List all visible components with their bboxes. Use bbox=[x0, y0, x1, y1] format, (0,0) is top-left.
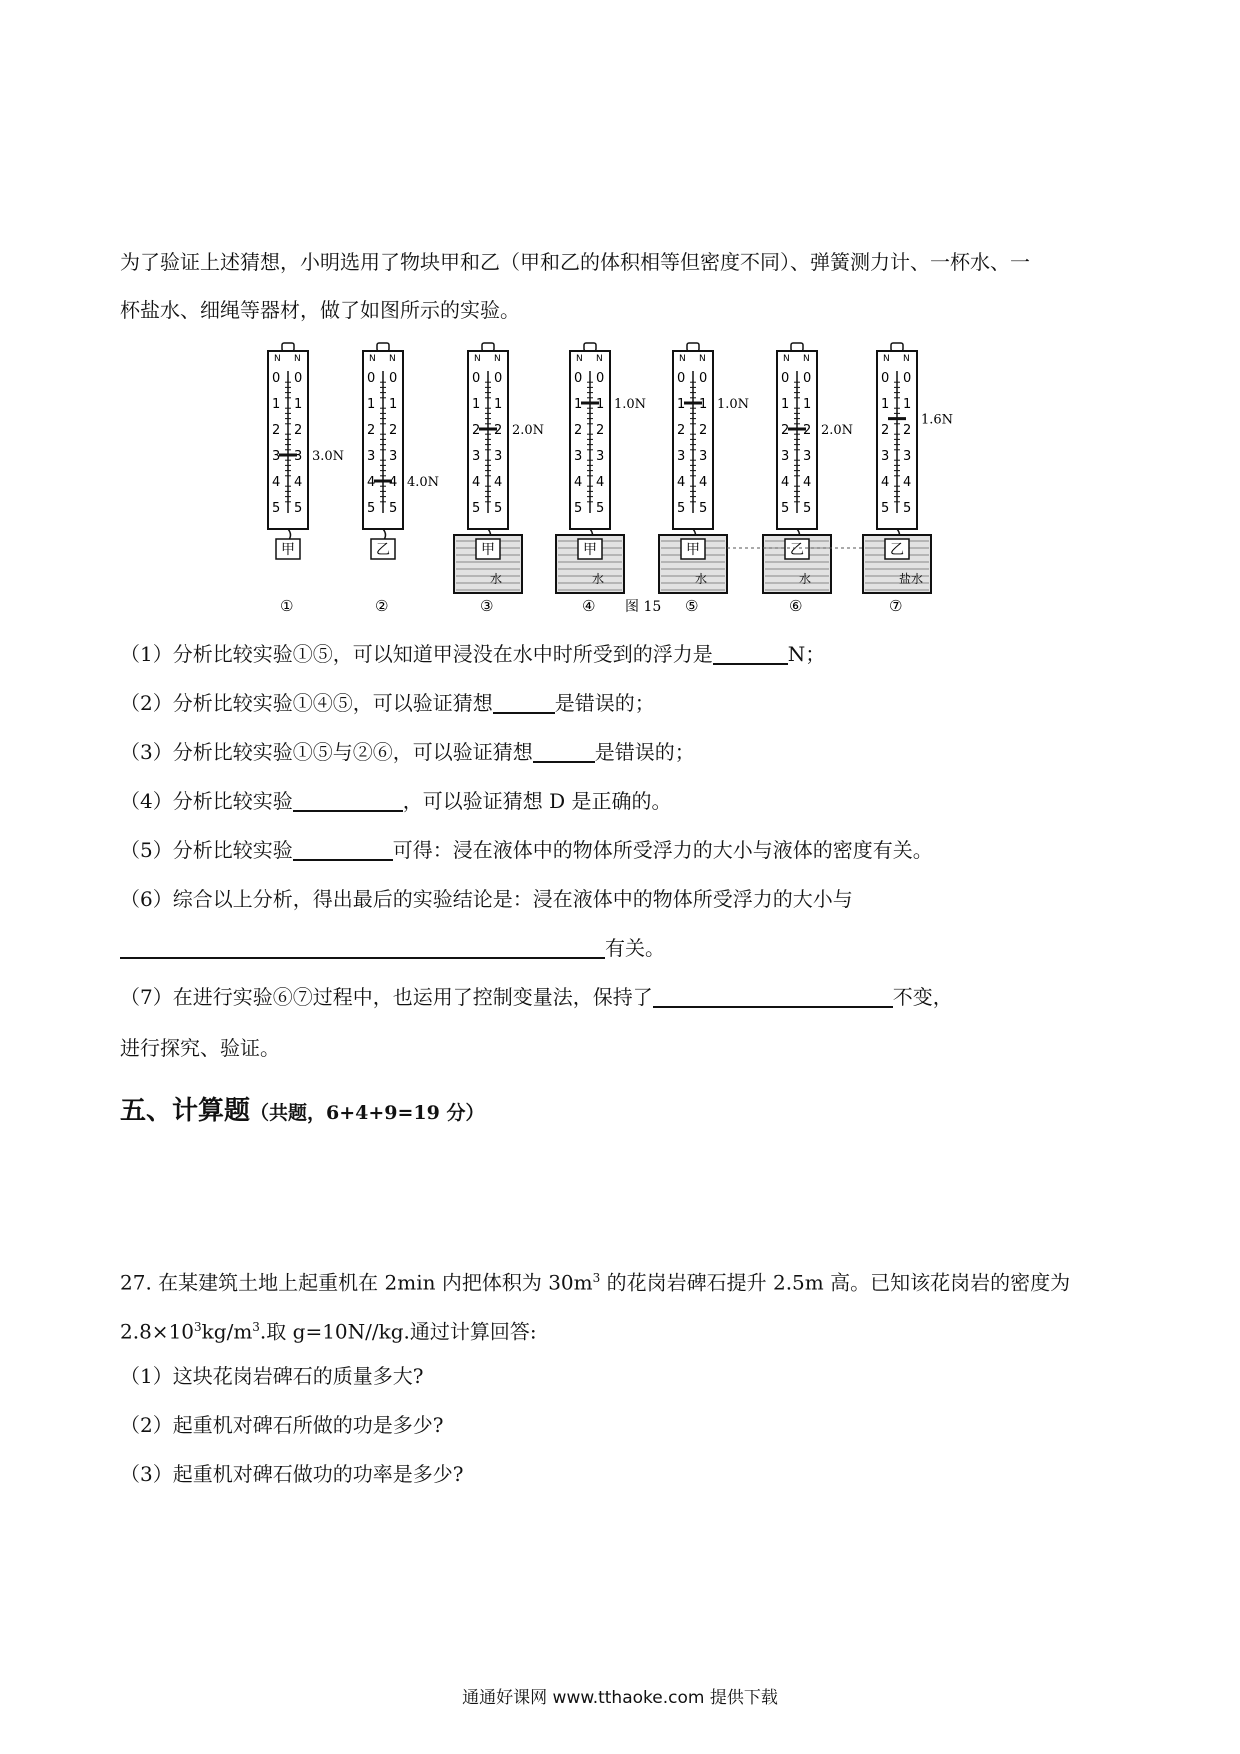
question-1-text: （1）分析比较实验①⑤，可以知道甲浸没在水中时所受到的浮力是 bbox=[120, 642, 713, 666]
liquid-label: 盐水 bbox=[899, 572, 924, 586]
tick-label-left: 2 bbox=[677, 423, 686, 438]
tick-label-left: 3 bbox=[472, 449, 481, 464]
question-4-text: （4）分析比较实验 bbox=[120, 789, 293, 813]
tick-label-left: 3 bbox=[574, 449, 583, 464]
tick-label-left: 5 bbox=[574, 501, 583, 516]
hook-ring bbox=[482, 343, 494, 351]
answer-blank-5[interactable] bbox=[293, 839, 393, 861]
tick-label-right: 3 bbox=[803, 449, 812, 464]
tick-label-left: 1 bbox=[574, 397, 583, 412]
question-6-answer-line bbox=[120, 934, 665, 962]
scale-unit-label: N bbox=[389, 354, 396, 364]
tick-label-left: 0 bbox=[472, 371, 481, 386]
tick-label-left: 3 bbox=[677, 449, 686, 464]
scale-unit-label: N bbox=[903, 354, 910, 364]
setup-number: ② bbox=[375, 597, 389, 615]
tick-label-left: 5 bbox=[881, 501, 890, 516]
page-footer: 通通好课网 www.tthaoke.com 提供下载 bbox=[462, 1688, 778, 1708]
density-unit: kg/m bbox=[201, 1319, 253, 1344]
tick-label-left: 3 bbox=[781, 449, 790, 464]
question-5-text: （5）分析比较实验 bbox=[120, 838, 293, 862]
question-2-tail: 是错误的； bbox=[554, 691, 655, 715]
tick-label-left: 2 bbox=[574, 423, 583, 438]
problem-27-text-a: 27. 在某建筑土地上起重机在 2min 内把体积为 30m bbox=[120, 1270, 593, 1295]
tick-label-right: 0 bbox=[699, 371, 708, 386]
tick-label-right: 5 bbox=[294, 501, 303, 516]
figure-caption: 图 15 bbox=[625, 599, 662, 615]
hook-ring bbox=[891, 343, 903, 351]
tick-label-left: 1 bbox=[677, 397, 686, 412]
problem-27-part-3: （3）起重机对碑石做功的功率是多少? bbox=[120, 1462, 464, 1486]
problem-27-line-2 bbox=[120, 1313, 537, 1346]
tick-label-right: 1 bbox=[803, 397, 812, 412]
tick-label-left: 4 bbox=[574, 475, 583, 490]
reading-label: 2.0N bbox=[512, 423, 545, 438]
reading-label: 1.0N bbox=[614, 397, 647, 412]
tick-label-right: 2 bbox=[903, 423, 912, 438]
tick-label-right: 2 bbox=[389, 423, 398, 438]
question-7-text: （7）在进行实验⑥⑦过程中，也运用了控制变量法，保持了 bbox=[120, 985, 653, 1009]
tick-label-left: 4 bbox=[272, 475, 281, 490]
question-3-text: （3）分析比较实验①⑤与②⑥，可以验证猜想 bbox=[120, 740, 533, 764]
tick-label-right: 4 bbox=[803, 475, 812, 490]
tick-label-left: 4 bbox=[881, 475, 890, 490]
superscript: 3 bbox=[592, 1271, 601, 1285]
tick-label-left: 2 bbox=[881, 423, 890, 438]
tick-label-left: 3 bbox=[272, 449, 281, 464]
scale-unit-label: N bbox=[274, 354, 281, 364]
problem-27-text-b: 的花岗岩碑石提升 2.5m 高。已知该花岗岩的密度为 bbox=[600, 1270, 1071, 1295]
question-1-unit: N； bbox=[787, 642, 826, 666]
tick-label-right: 4 bbox=[699, 475, 708, 490]
question-7-continued: 进行探究、验证。 bbox=[120, 1036, 280, 1060]
tick-label-left: 1 bbox=[472, 397, 481, 412]
spring-scale-figure bbox=[260, 335, 980, 625]
block-label: 甲 bbox=[281, 542, 295, 558]
tick-label-right: 4 bbox=[596, 475, 605, 490]
intro-line-1: 为了验证上述猜想，小明选用了物块甲和乙（甲和乙的体积相等但密度不同）、弹簧测力计、一杯水、一 bbox=[120, 250, 1030, 274]
answer-blank-2[interactable] bbox=[493, 692, 555, 714]
tick-label-left: 2 bbox=[781, 423, 790, 438]
tick-label-right: 0 bbox=[494, 371, 503, 386]
liquid-label: 水 bbox=[695, 572, 708, 586]
section-heading bbox=[120, 1090, 485, 1127]
problem-27-part-2: （2）起重机对碑石所做的功是多少? bbox=[120, 1413, 444, 1437]
tick-label-right: 0 bbox=[294, 371, 303, 386]
density-value: 2.8×10 bbox=[120, 1319, 195, 1344]
liquid-label: 水 bbox=[799, 572, 812, 586]
answer-blank-1[interactable] bbox=[713, 643, 788, 665]
tick-label-right: 0 bbox=[596, 371, 605, 386]
scale-unit-label: N bbox=[294, 354, 301, 364]
tick-label-right: 1 bbox=[494, 397, 503, 412]
tick-label-right: 5 bbox=[699, 501, 708, 516]
intro-line-2: 杯盐水、细绳等器材，做了如图所示的实验。 bbox=[120, 298, 520, 322]
question-5 bbox=[120, 836, 933, 864]
setup-number: ⑤ bbox=[685, 597, 699, 615]
answer-blank-7[interactable] bbox=[653, 986, 893, 1008]
tick-label-left: 4 bbox=[677, 475, 686, 490]
scale-unit-label: N bbox=[883, 354, 890, 364]
question-6-tail: 有关。 bbox=[605, 936, 665, 960]
block-label: 乙 bbox=[890, 542, 904, 558]
tick-label-left: 0 bbox=[272, 371, 281, 386]
tick-label-left: 5 bbox=[781, 501, 790, 516]
block-label: 甲 bbox=[686, 542, 700, 558]
tick-label-left: 2 bbox=[472, 423, 481, 438]
section-subtitle: （共题，6+4+9=19 分） bbox=[250, 1102, 485, 1124]
tick-label-left: 1 bbox=[881, 397, 890, 412]
tick-label-right: 3 bbox=[294, 449, 303, 464]
question-6: （6）综合以上分析，得出最后的实验结论是：浸在液体中的物体所受浮力的大小与 bbox=[120, 887, 853, 911]
tick-label-left: 3 bbox=[367, 449, 376, 464]
question-2 bbox=[120, 689, 655, 717]
problem-27-line-1 bbox=[120, 1264, 1070, 1297]
answer-blank-6[interactable] bbox=[120, 937, 605, 959]
tick-label-right: 2 bbox=[294, 423, 303, 438]
tick-label-left: 4 bbox=[781, 475, 790, 490]
tick-label-right: 2 bbox=[596, 423, 605, 438]
tick-label-right: 1 bbox=[294, 397, 303, 412]
problem-27-part-1: （1）这块花岗岩碑石的质量多大? bbox=[120, 1364, 424, 1388]
tick-label-left: 4 bbox=[472, 475, 481, 490]
question-7 bbox=[120, 983, 953, 1011]
setup-number: ④ bbox=[582, 597, 596, 615]
tick-label-right: 1 bbox=[903, 397, 912, 412]
tick-label-right: 3 bbox=[494, 449, 503, 464]
section-title: 五、计算题 bbox=[120, 1096, 251, 1126]
tick-label-left: 1 bbox=[781, 397, 790, 412]
setup-number: ⑥ bbox=[789, 597, 803, 615]
liquid-label: 水 bbox=[490, 572, 503, 586]
tick-label-right: 5 bbox=[596, 501, 605, 516]
tick-label-right: 3 bbox=[903, 449, 912, 464]
block-label: 甲 bbox=[583, 542, 597, 558]
question-4 bbox=[120, 787, 671, 815]
tick-label-right: 0 bbox=[389, 371, 398, 386]
scale-unit-label: N bbox=[474, 354, 481, 364]
question-2-text: （2）分析比较实验①④⑤，可以验证猜想 bbox=[120, 691, 493, 715]
tick-label-right: 5 bbox=[803, 501, 812, 516]
tick-label-left: 0 bbox=[677, 371, 686, 386]
tick-label-left: 0 bbox=[881, 371, 890, 386]
tick-label-right: 0 bbox=[803, 371, 812, 386]
tick-label-left: 5 bbox=[367, 501, 376, 516]
question-4-tail: ，可以验证猜想 D 是正确的。 bbox=[402, 789, 672, 813]
superscript: 3 bbox=[252, 1320, 260, 1334]
hook-ring bbox=[377, 343, 389, 351]
reading-label: 2.0N bbox=[821, 423, 854, 438]
block-label: 乙 bbox=[376, 542, 390, 558]
block-label: 甲 bbox=[481, 542, 495, 558]
tick-label-right: 1 bbox=[699, 397, 708, 412]
scale-unit-label: N bbox=[679, 354, 686, 364]
reading-label: 4.0N bbox=[407, 475, 440, 490]
question-3 bbox=[120, 738, 695, 766]
tick-label-right: 2 bbox=[803, 423, 812, 438]
question-3-tail: 是错误的； bbox=[594, 740, 695, 764]
tick-label-right: 3 bbox=[389, 449, 398, 464]
tick-label-right: 3 bbox=[699, 449, 708, 464]
scale-unit-label: N bbox=[803, 354, 810, 364]
tick-label-left: 3 bbox=[881, 449, 890, 464]
tick-label-left: 0 bbox=[574, 371, 583, 386]
setup-number: ⑦ bbox=[889, 597, 903, 615]
tick-label-right: 4 bbox=[294, 475, 303, 490]
reading-label: 1.0N bbox=[717, 397, 750, 412]
tick-label-right: 5 bbox=[903, 501, 912, 516]
answer-blank-3[interactable] bbox=[533, 741, 595, 763]
setup-number: ① bbox=[280, 597, 294, 615]
scale-unit-label: N bbox=[699, 354, 706, 364]
superscript: 3 bbox=[194, 1320, 202, 1334]
tick-label-left: 5 bbox=[472, 501, 481, 516]
tick-label-left: 4 bbox=[367, 475, 376, 490]
tick-label-right: 4 bbox=[494, 475, 503, 490]
tick-label-left: 5 bbox=[677, 501, 686, 516]
tick-label-left: 0 bbox=[781, 371, 790, 386]
scale-unit-label: N bbox=[783, 354, 790, 364]
hook-ring bbox=[282, 343, 294, 351]
tick-label-left: 1 bbox=[367, 397, 376, 412]
tick-label-right: 5 bbox=[389, 501, 398, 516]
question-5-tail: 可得：浸在液体中的物体所受浮力的大小与液体的密度有关。 bbox=[392, 838, 933, 862]
tick-label-right: 0 bbox=[903, 371, 912, 386]
tick-label-right: 2 bbox=[494, 423, 503, 438]
liquid-label: 水 bbox=[592, 572, 605, 586]
tick-label-left: 5 bbox=[272, 501, 281, 516]
reading-label: 1.6N bbox=[921, 412, 954, 428]
tick-label-right: 1 bbox=[596, 397, 605, 412]
tick-label-right: 4 bbox=[903, 475, 912, 490]
block-label: 乙 bbox=[790, 542, 804, 558]
scale-unit-label: N bbox=[576, 354, 583, 364]
tick-label-right: 1 bbox=[389, 397, 398, 412]
tick-label-right: 4 bbox=[389, 475, 398, 490]
reading-label: 3.0N bbox=[312, 449, 345, 464]
hook-ring bbox=[687, 343, 699, 351]
tick-label-right: 2 bbox=[699, 423, 708, 438]
question-7-tail: 不变， bbox=[892, 985, 953, 1009]
tick-label-left: 0 bbox=[367, 371, 376, 386]
gravity-note: .取 g=10N//kg.通过计算回答: bbox=[259, 1319, 537, 1344]
scale-unit-label: N bbox=[596, 354, 603, 364]
tick-label-left: 1 bbox=[272, 397, 281, 412]
hook-ring bbox=[584, 343, 596, 351]
tick-label-right: 3 bbox=[596, 449, 605, 464]
scale-unit-label: N bbox=[369, 354, 376, 364]
scale-unit-label: N bbox=[494, 354, 501, 364]
setup-number: ③ bbox=[480, 597, 494, 615]
tick-label-right: 5 bbox=[494, 501, 503, 516]
tick-label-left: 2 bbox=[367, 423, 376, 438]
question-1 bbox=[120, 640, 825, 668]
answer-blank-4[interactable] bbox=[293, 790, 403, 812]
hook-ring bbox=[791, 343, 803, 351]
tick-label-left: 2 bbox=[272, 423, 281, 438]
